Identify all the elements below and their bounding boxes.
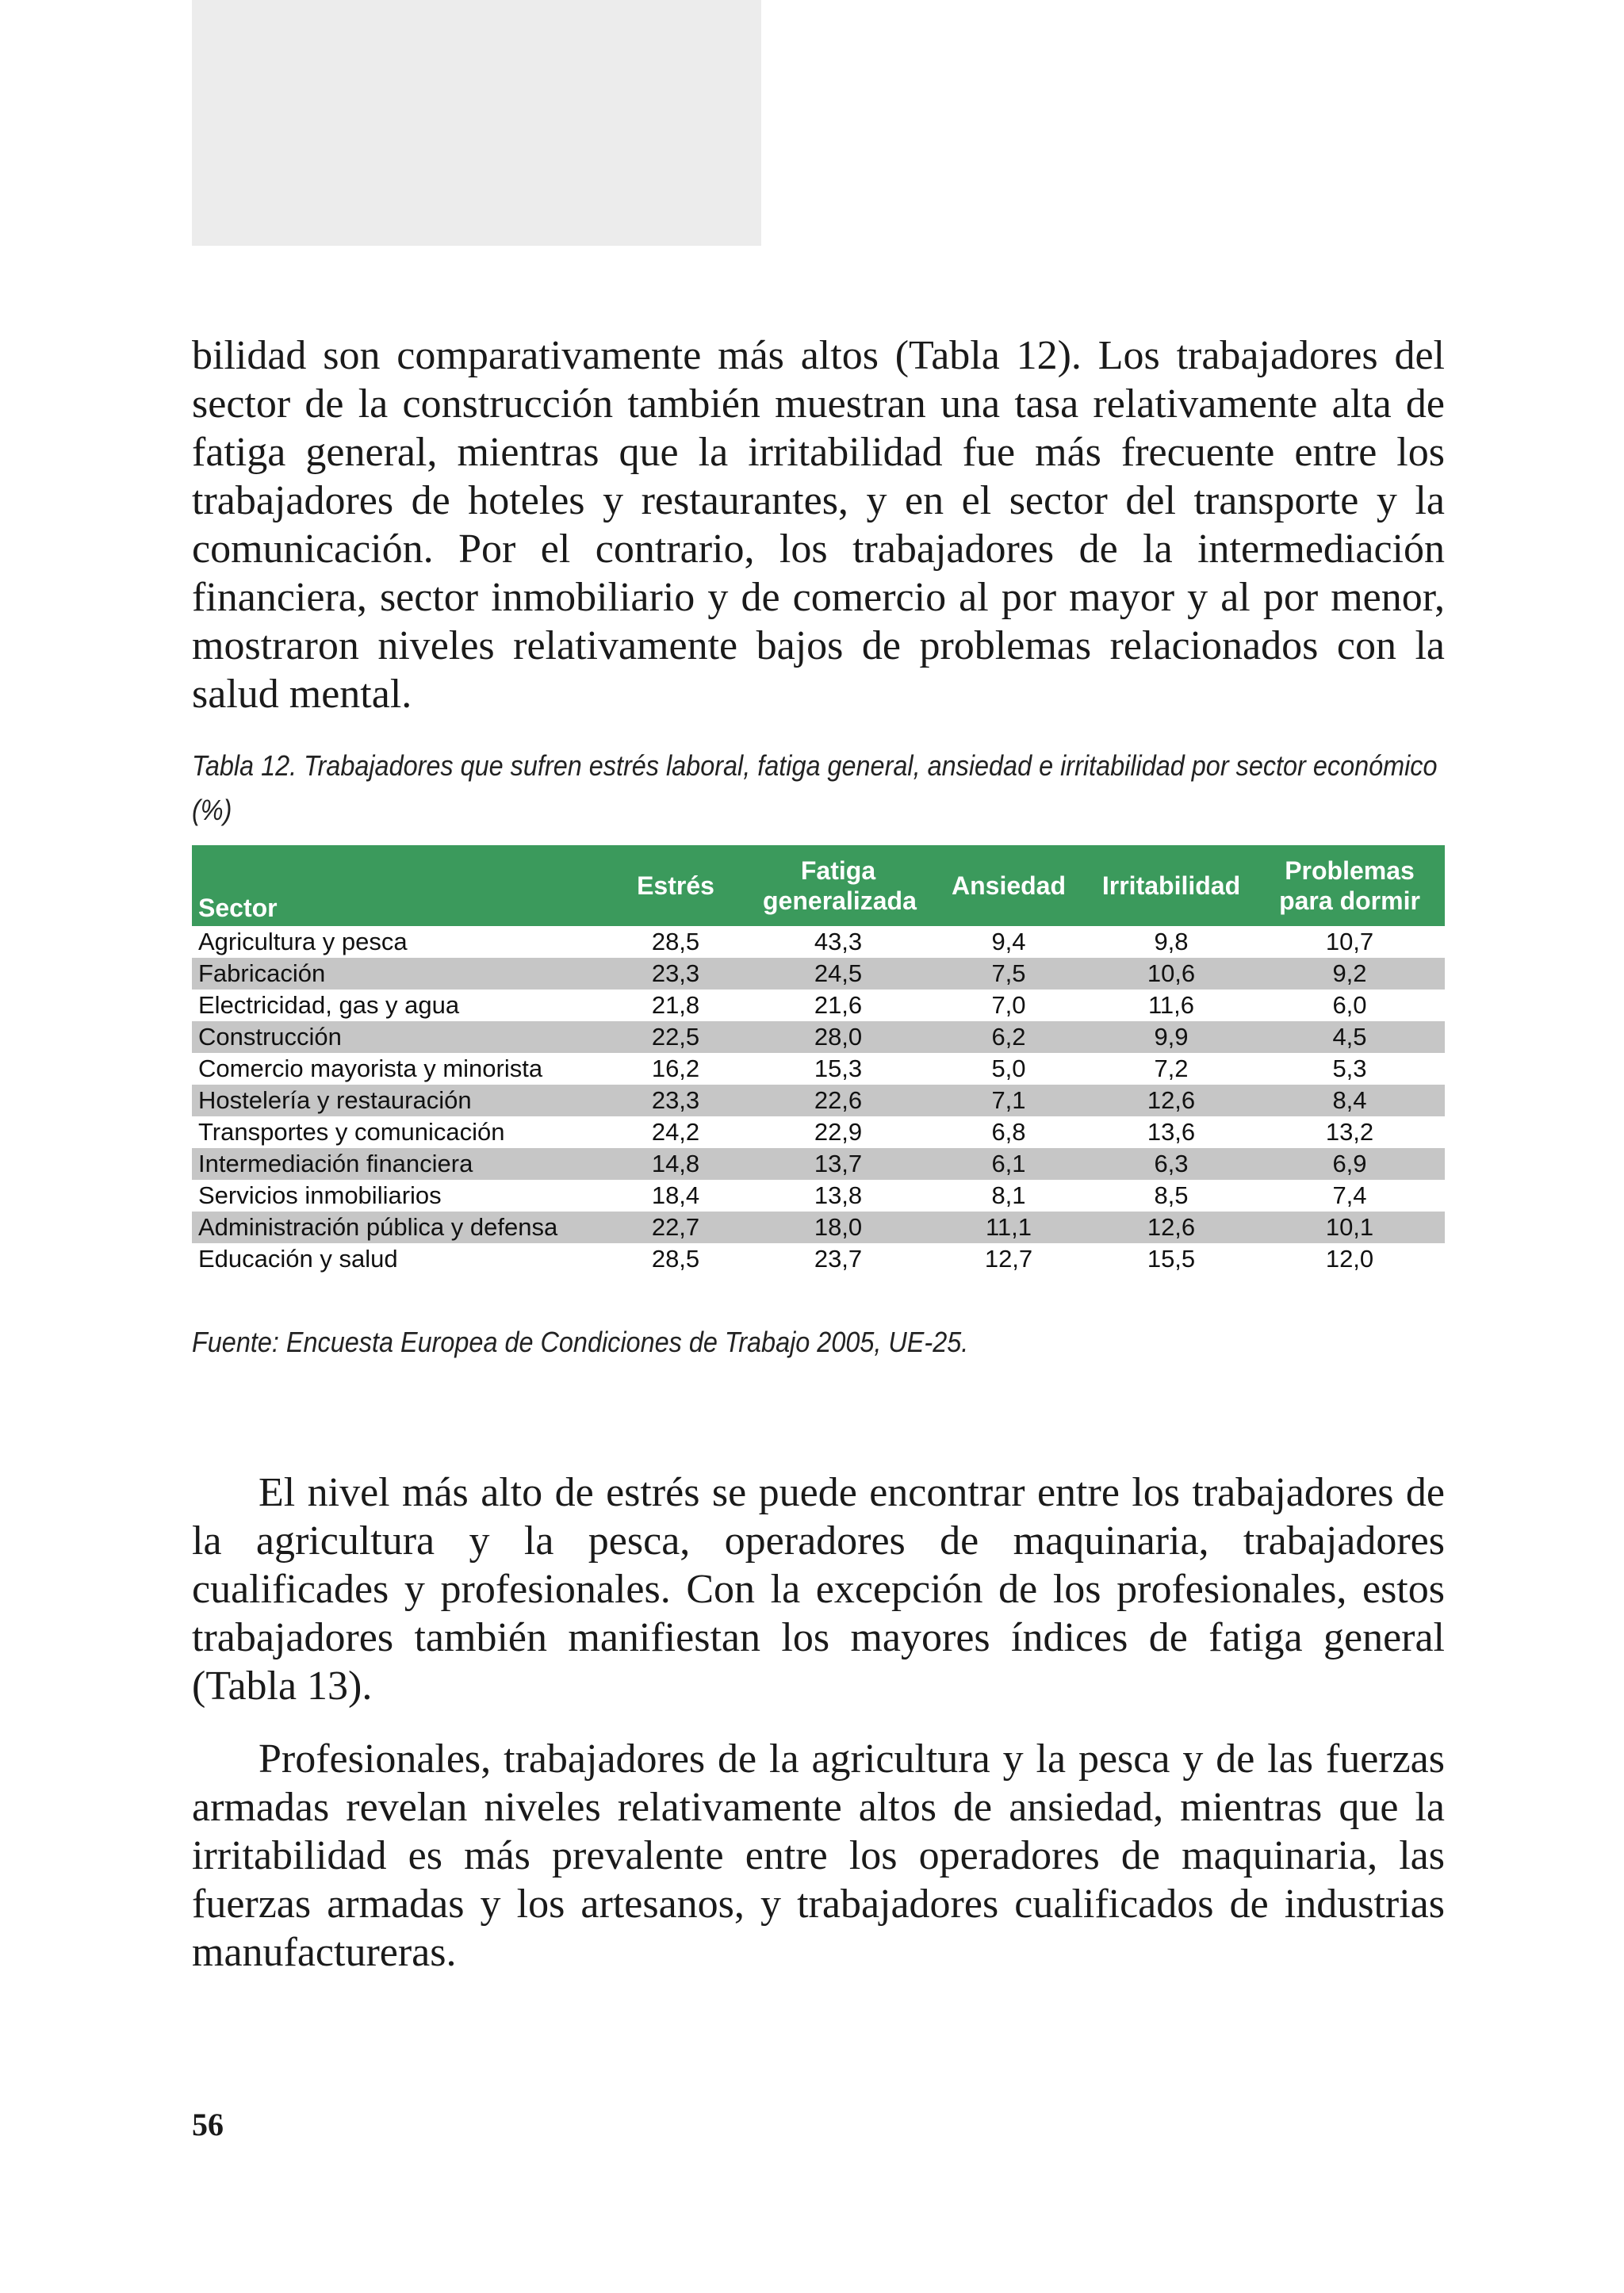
cell-fatiga: 18,0	[747, 1212, 929, 1243]
cell-ansiedad: 7,1	[929, 1085, 1088, 1116]
cell-irritabilidad: 6,3	[1088, 1148, 1254, 1180]
cell-ansiedad: 8,1	[991, 1181, 1026, 1209]
header-irritabilidad: Irritabilidad	[1088, 845, 1254, 926]
cell-problemas: 6,0	[1332, 991, 1367, 1019]
data-table	[192, 845, 1445, 1275]
cell-sector: Fabricación	[192, 958, 604, 990]
cell-estres: 22,7	[604, 1212, 747, 1243]
cell-sector: Educación y salud	[198, 1245, 398, 1273]
table-header-row	[192, 845, 1445, 926]
table-row	[192, 1148, 1445, 1180]
cell-ansiedad: 9,4	[991, 928, 1026, 955]
body-paragraph-2: El nivel más alto de estrés se puede encontrar entre los trabajadores de la agricultura y la pesca, operadores de maquinaria, trabajadores cualificades y profesionales. Con la excepción de los profesionales, estos trabajadores también manifiestan los mayores índices de fatiga general (Tabla 13).	[192, 1470, 1445, 1709]
cell-estres: 22,5	[604, 1021, 747, 1053]
cell-estres: 18,4	[651, 1181, 700, 1209]
cell-estres: 23,3	[604, 958, 747, 990]
cell-sector: Construcción	[192, 1021, 604, 1053]
table-source: Fuente: Encuesta Europea de Condiciones de Trabajo 2005, UE-25.	[192, 1326, 969, 1358]
page-number: 56	[192, 2107, 224, 2142]
header-fatiga-text: Fatiga generalizada	[763, 856, 917, 915]
cell-estres: 16,2	[651, 1055, 700, 1082]
table-body	[192, 926, 1445, 1275]
table-row	[192, 1085, 1445, 1116]
cell-estres: 14,8	[604, 1148, 747, 1180]
cell-problemas: 13,2	[1325, 1118, 1374, 1146]
cell-problemas: 12,0	[1325, 1245, 1374, 1273]
table-row	[192, 958, 1445, 990]
cell-irritabilidad: 11,6	[1147, 991, 1195, 1019]
cell-estres: 21,8	[651, 991, 700, 1019]
cell-problemas: 10,1	[1254, 1212, 1445, 1243]
header-problemas-text: Problemas para dormir	[1279, 856, 1420, 915]
body-paragraph-3: Profesionales, trabajadores de la agricultura y la pesca y de las fuerzas armadas revelan niveles relativamente altos de ansiedad, mientras que la irritabilidad es más prevalente entre los operadores de maquinaria, las fuerzas armadas y los artesanos, y trabajadores cualificados de industrias manufactureras.	[192, 1736, 1445, 1975]
cell-fatiga: 22,9	[814, 1118, 863, 1146]
top-grey-block	[192, 0, 761, 246]
table-row	[192, 1243, 1445, 1275]
cell-fatiga: 43,3	[814, 928, 863, 955]
table-row	[192, 1116, 1445, 1148]
cell-problemas: 6,9	[1254, 1148, 1445, 1180]
cell-fatiga: 24,5	[747, 958, 929, 990]
cell-ansiedad: 6,8	[991, 1118, 1026, 1146]
table-row	[192, 1021, 1445, 1053]
table-row	[192, 926, 1445, 958]
cell-sector: Comercio mayorista y minorista	[198, 1055, 543, 1082]
cell-problemas: 4,5	[1254, 1021, 1445, 1053]
cell-estres: 28,5	[651, 928, 700, 955]
cell-irritabilidad: 9,8	[1154, 928, 1189, 955]
cell-sector: Agricultura y pesca	[198, 928, 408, 955]
cell-irritabilidad: 10,6	[1088, 958, 1254, 990]
cell-problemas: 5,3	[1332, 1055, 1367, 1082]
cell-problemas: 10,7	[1325, 928, 1374, 955]
cell-fatiga: 23,7	[814, 1245, 863, 1273]
cell-irritabilidad: 15,5	[1147, 1245, 1196, 1273]
cell-irritabilidad: 8,5	[1154, 1181, 1189, 1209]
header-ansiedad: Ansiedad	[929, 845, 1088, 926]
cell-sector: Hostelería y restauración	[192, 1085, 604, 1116]
table-row	[192, 1212, 1445, 1243]
body-paragraph-1: bilidad son comparativamente más altos (Tabla 12). Los trabajadores del sector de la construcción también muestran una tasa relativamente alta de fatiga general, mientras que la irritabilidad fue más frecuente entre los trabajadores de hoteles y restaurantes, y en el sector del transporte y la comunicación. Por el contrario, los trabajadores de la intermediación financiera, sector inmobiliario y de comercio al por mayor y al por menor, mostraron niveles relativamente bajos de problemas relacionados con la salud mental.	[192, 333, 1445, 717]
cell-ansiedad: 6,2	[929, 1021, 1088, 1053]
cell-sector: Transportes y comunicación	[198, 1118, 505, 1146]
table-row	[192, 990, 1445, 1021]
cell-sector: Administración pública y defensa	[192, 1212, 604, 1243]
cell-problemas: 8,4	[1254, 1085, 1445, 1116]
cell-ansiedad: 12,7	[984, 1245, 1033, 1273]
cell-sector: Intermediación financiera	[192, 1148, 604, 1180]
header-problemas	[1254, 845, 1445, 926]
cell-problemas: 9,2	[1254, 958, 1445, 990]
cell-problemas: 7,4	[1332, 1181, 1367, 1209]
cell-irritabilidad: 9,9	[1088, 1021, 1254, 1053]
cell-ansiedad: 11,1	[929, 1212, 1088, 1243]
cell-ansiedad: 7,5	[929, 958, 1088, 990]
cell-estres: 23,3	[604, 1085, 747, 1116]
cell-fatiga: 15,3	[814, 1055, 863, 1082]
cell-irritabilidad: 7,2	[1154, 1055, 1189, 1082]
cell-estres: 24,2	[651, 1118, 700, 1146]
cell-fatiga: 21,6	[814, 991, 863, 1019]
header-estres: Estrés	[604, 845, 747, 926]
cell-irritabilidad: 12,6	[1088, 1212, 1254, 1243]
cell-fatiga: 13,8	[814, 1181, 863, 1209]
cell-sector: Electricidad, gas y agua	[198, 991, 460, 1019]
table-caption: Tabla 12. Trabajadores que sufren estrés laboral, fatiga general, ansiedad e irritabilidad por sector económico (%)	[192, 749, 1438, 826]
cell-sector: Servicios inmobiliarios	[198, 1181, 442, 1209]
table-row	[192, 1053, 1445, 1085]
cell-irritabilidad: 12,6	[1088, 1085, 1254, 1116]
header-sector: Sector	[192, 845, 604, 926]
table-row	[192, 1180, 1445, 1212]
cell-fatiga: 13,7	[747, 1148, 929, 1180]
cell-ansiedad: 7,0	[991, 991, 1026, 1019]
cell-ansiedad: 6,1	[929, 1148, 1088, 1180]
cell-estres: 28,5	[651, 1245, 700, 1273]
cell-fatiga: 22,6	[747, 1085, 929, 1116]
header-fatiga	[747, 845, 929, 926]
cell-ansiedad: 5,0	[991, 1055, 1026, 1082]
cell-irritabilidad: 13,6	[1147, 1118, 1196, 1146]
cell-fatiga: 28,0	[747, 1021, 929, 1053]
